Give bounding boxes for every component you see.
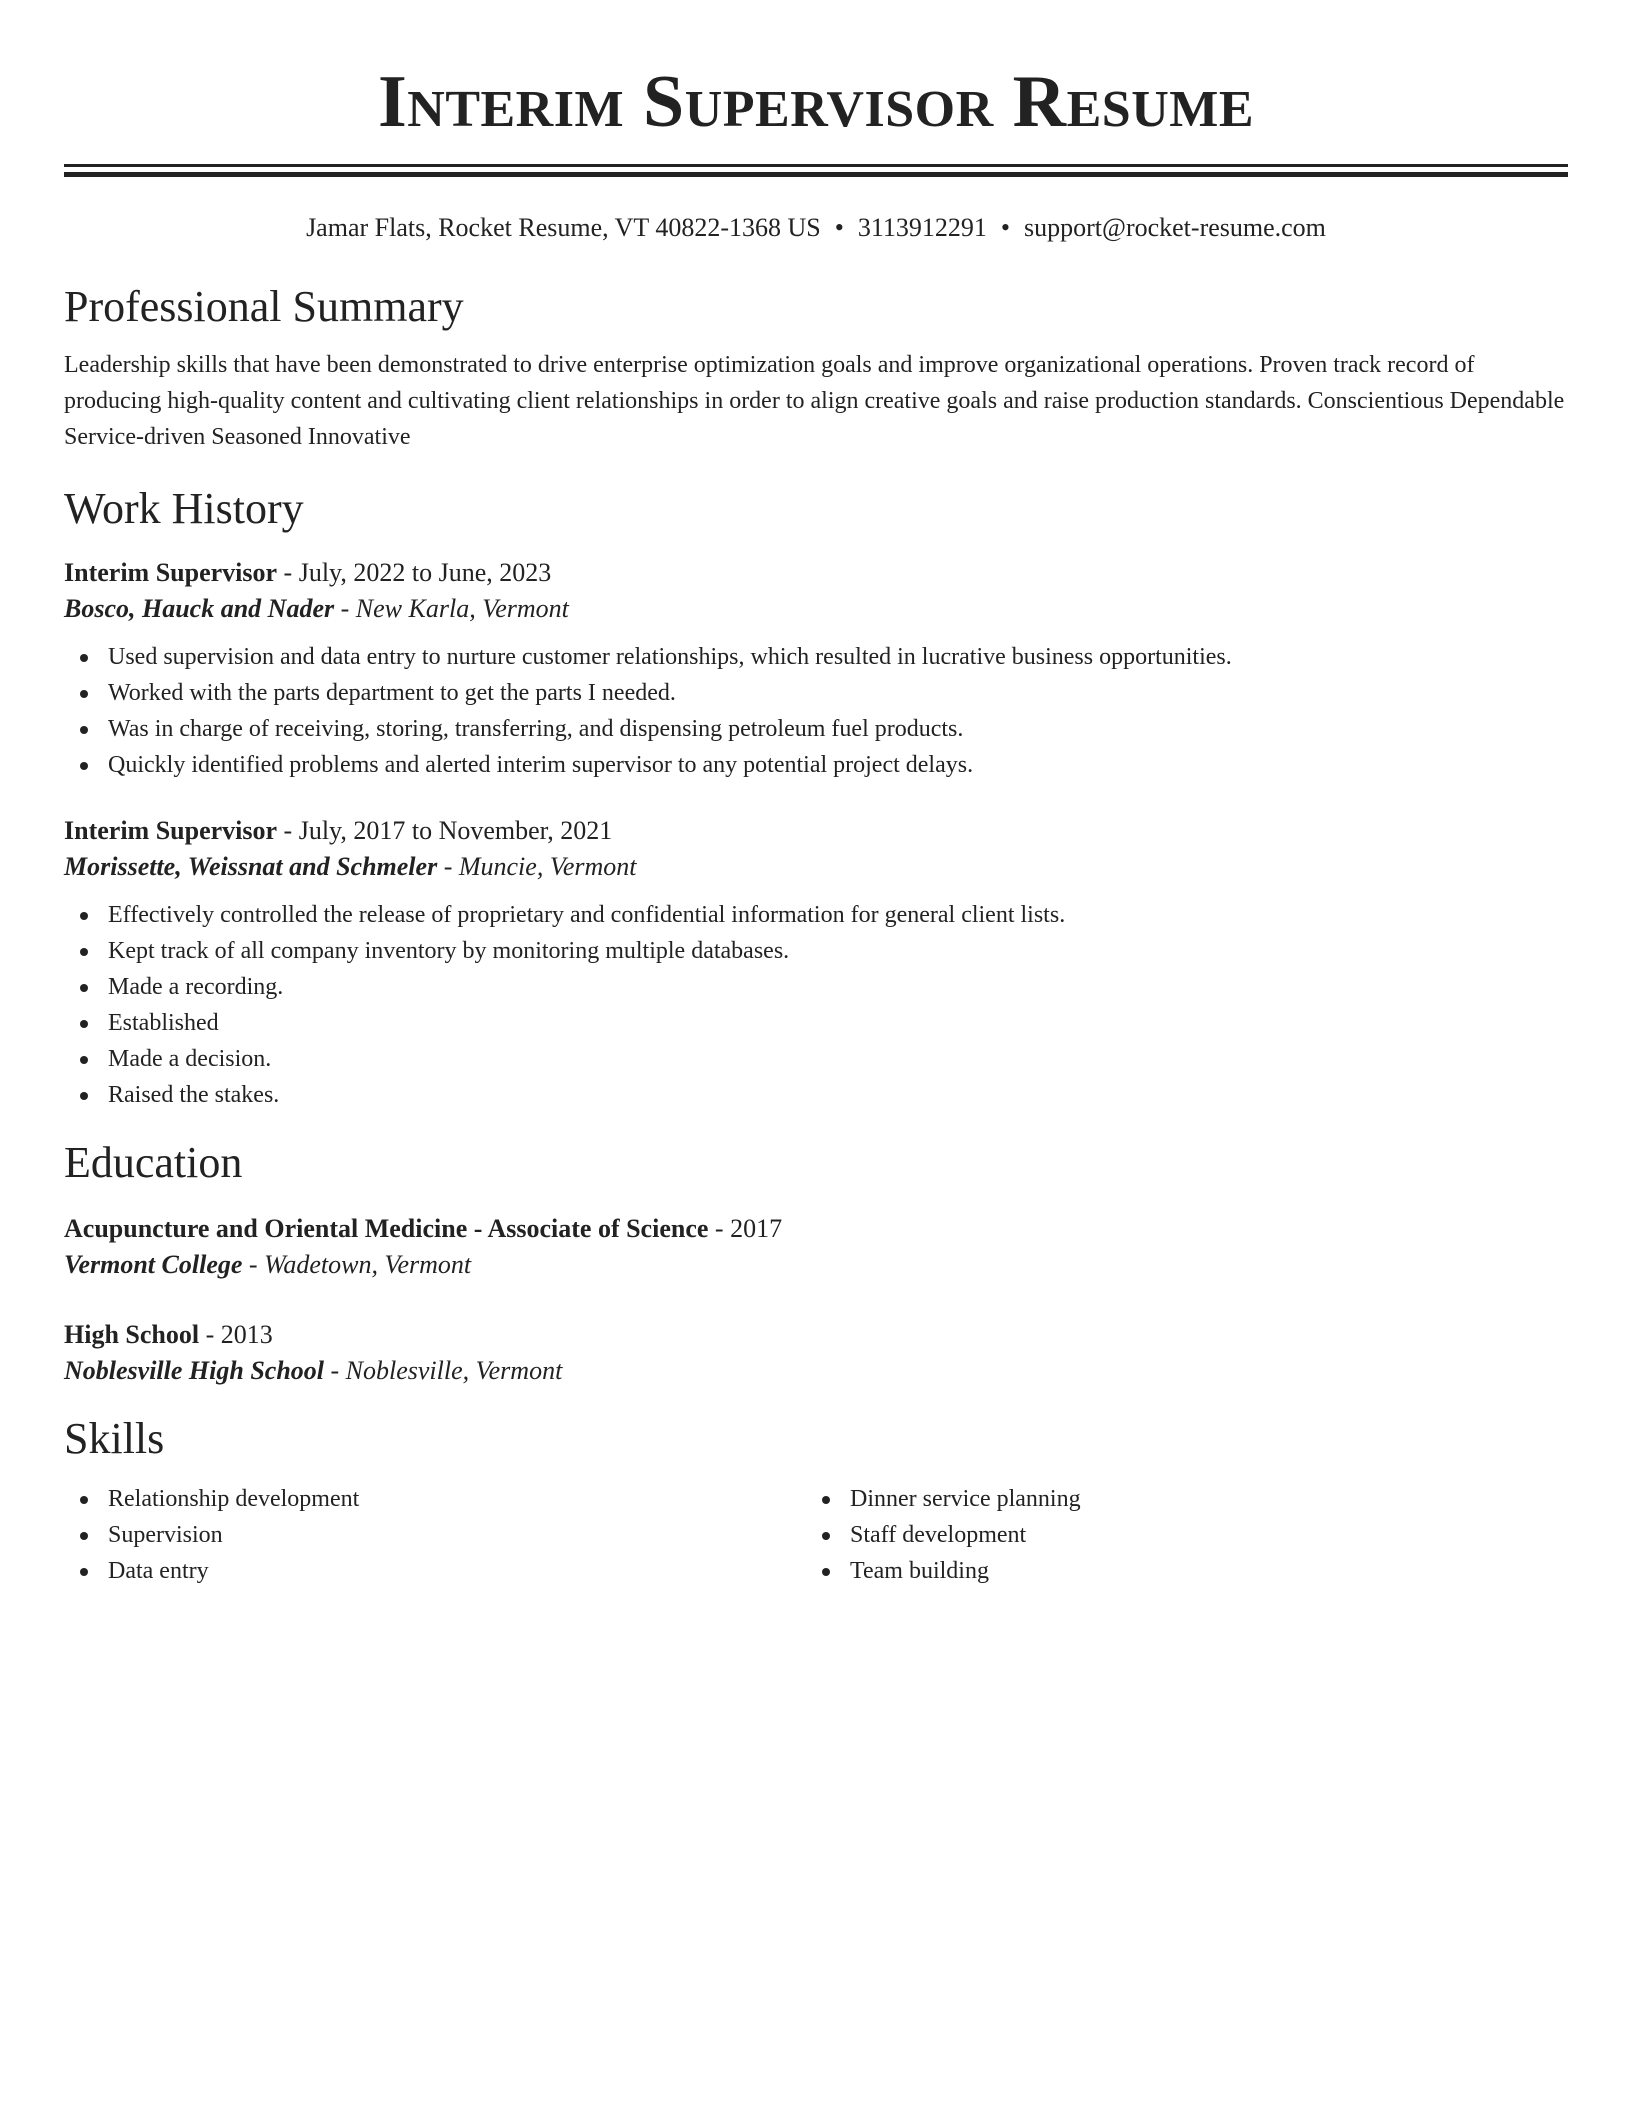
education-school: Vermont College <box>64 1250 243 1279</box>
job-bullets <box>64 639 1568 783</box>
job-company: Morissette, Weissnat and Schmeler <box>64 852 438 881</box>
summary-text: Leadership skills that have been demonstrated to drive enterprise optimization goals and improve organizational operations. Proven track record of producing high-quality content and cultivating client relationships in order to align creative goals and raise production standards. Conscientious Dependable Service-driven Seasoned Innovative <box>64 352 1565 450</box>
list-item: Was in charge of receiving, storing, transferring, and dispensing petroleum fuel products. <box>64 711 1568 747</box>
list-item: Worked with the parts department to get the parts I needed. <box>64 675 1568 711</box>
education-year: - 2017 <box>708 1214 783 1243</box>
list-item: Data entry <box>64 1553 806 1589</box>
skills-grid <box>64 1481 1568 1589</box>
education-location: - Noblesville, Vermont <box>324 1356 563 1385</box>
education-location: - Wadetown, Vermont <box>242 1250 472 1279</box>
job-entry <box>64 555 1568 783</box>
list-item: Established <box>64 1005 1568 1041</box>
job-title-line <box>64 813 1568 849</box>
list-item: Effectively controlled the release of proprietary and confidential information for general client lists. <box>64 897 1568 933</box>
education-year: - 2013 <box>199 1320 273 1349</box>
list-item: Used supervision and data entry to nurture customer relationships, which resulted in lucrative business opportunities. <box>64 639 1568 675</box>
list-item: Made a decision. <box>64 1041 1568 1077</box>
work-history-heading: Work History <box>64 484 304 533</box>
job-entry <box>64 813 1568 1113</box>
list-item: Dinner service planning <box>806 1481 1548 1517</box>
skills-column-right <box>806 1481 1548 1589</box>
education-degree-line <box>64 1211 1568 1247</box>
education-school-line <box>64 1353 1568 1389</box>
list-item: Relationship development <box>64 1481 806 1517</box>
education-entry <box>64 1211 1568 1283</box>
list-item: Made a recording. <box>64 969 1568 1005</box>
job-location: - New Karla, Vermont <box>334 594 569 623</box>
list-item: Quickly identified problems and alerted interim supervisor to any potential project delays. <box>64 747 1568 783</box>
contact-address: Jamar Flats, Rocket Resume, VT 40822-1368 US <box>306 213 821 242</box>
contact-separator: • <box>1000 213 1010 242</box>
list-item: Staff development <box>806 1517 1548 1553</box>
list-item: Team building <box>806 1553 1548 1589</box>
contact-phone: 3113912291 <box>857 213 987 242</box>
title-divider-top <box>64 164 1568 167</box>
job-dates: - July, 2017 to November, 2021 <box>277 816 613 845</box>
job-title-line <box>64 555 1568 591</box>
education-degree-line <box>64 1317 1568 1353</box>
resume-title: Interim Supervisor Resume <box>377 61 1255 143</box>
job-dates: - July, 2022 to June, 2023 <box>277 558 552 587</box>
education-degree: Acupuncture and Oriental Medicine - Associate of Science <box>64 1214 709 1243</box>
title-divider-bottom <box>64 172 1568 177</box>
contact-separator: • <box>834 213 844 242</box>
education-school-line <box>64 1247 1568 1283</box>
job-title: Interim Supervisor <box>64 558 278 587</box>
contact-email: support@rocket-resume.com <box>1024 213 1326 242</box>
education-entry <box>64 1317 1568 1389</box>
skills-heading: Skills <box>64 1414 165 1463</box>
education-school: Noblesville High School <box>64 1356 324 1385</box>
skills-column-left <box>64 1481 806 1589</box>
education-degree: High School <box>64 1320 200 1349</box>
job-title: Interim Supervisor <box>64 816 278 845</box>
contact-line <box>64 211 1568 245</box>
list-item: Supervision <box>64 1517 806 1553</box>
job-company: Bosco, Hauck and Nader <box>64 594 335 623</box>
list-item: Raised the stakes. <box>64 1077 1568 1113</box>
job-location: - Muncie, Vermont <box>437 852 637 881</box>
list-item: Kept track of all company inventory by monitoring multiple databases. <box>64 933 1568 969</box>
job-company-line <box>64 849 1568 885</box>
job-company-line <box>64 591 1568 627</box>
job-bullets <box>64 897 1568 1113</box>
summary-heading: Professional Summary <box>64 282 464 331</box>
education-heading: Education <box>64 1138 243 1187</box>
